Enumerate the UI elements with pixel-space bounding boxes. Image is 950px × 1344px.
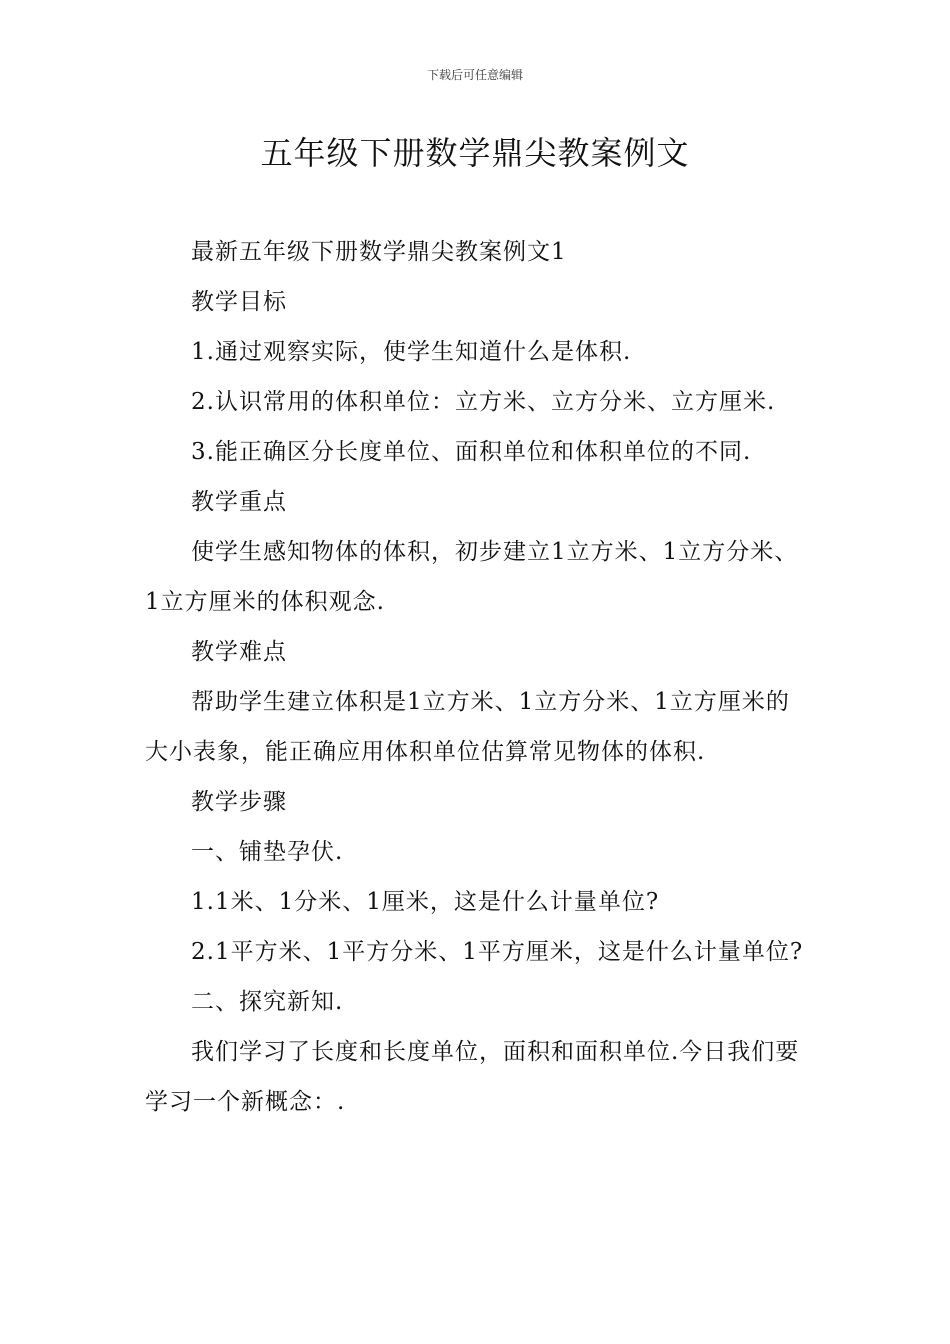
paragraph-heading-difficulties: 教学难点 bbox=[191, 639, 287, 665]
paragraph-heading-steps: 教学步骤 bbox=[191, 789, 287, 815]
paragraph-heading-key-points: 教学重点 bbox=[191, 489, 287, 515]
paragraph-step-1-heading: 一、铺垫孕伏. bbox=[191, 839, 344, 865]
paragraph-key-points: 使学生感知物体的体积，初步建立1立方米、1立方分米、1立方厘米的体积观念. bbox=[145, 539, 799, 615]
paragraph-step-1-item-2: 2.1平方米、1平方分米、1平方厘米，这是什么计量单位? bbox=[191, 939, 804, 965]
document-title: 五年级下册数学鼎尖教案例文 bbox=[260, 134, 690, 172]
paragraph-heading-objectives: 教学目标 bbox=[191, 289, 287, 315]
paragraph-step-1-item-1: 1.1米、1分米、1厘米，这是什么计量单位? bbox=[191, 889, 660, 915]
paragraph-step-2-heading: 二、探究新知. bbox=[191, 989, 344, 1015]
paragraph-objective-1: 1.通过观察实际，使学生知道什么是体积. bbox=[191, 339, 632, 365]
paragraph-objective-3: 3.能正确区分长度单位、面积单位和体积单位的不同. bbox=[191, 439, 752, 465]
document-body bbox=[145, 227, 810, 1127]
page-header-note: 下载后可任意编辑 bbox=[426, 68, 523, 82]
paragraph-subtitle: 最新五年级下册数学鼎尖教案例文1 bbox=[191, 239, 567, 265]
paragraph-step-2-text: 我们学习了长度和长度单位，面积和面积单位.今日我们要学习一个新概念：. bbox=[145, 1039, 800, 1115]
paragraph-difficulties: 帮助学生建立体积是1立方米、1立方分米、1立方厘米的大小表象，能正确应用体积单位估算常见物体的体积. bbox=[145, 689, 790, 765]
paragraph-objective-2: 2.认识常用的体积单位：立方米、立方分米、立方厘米. bbox=[191, 389, 776, 415]
